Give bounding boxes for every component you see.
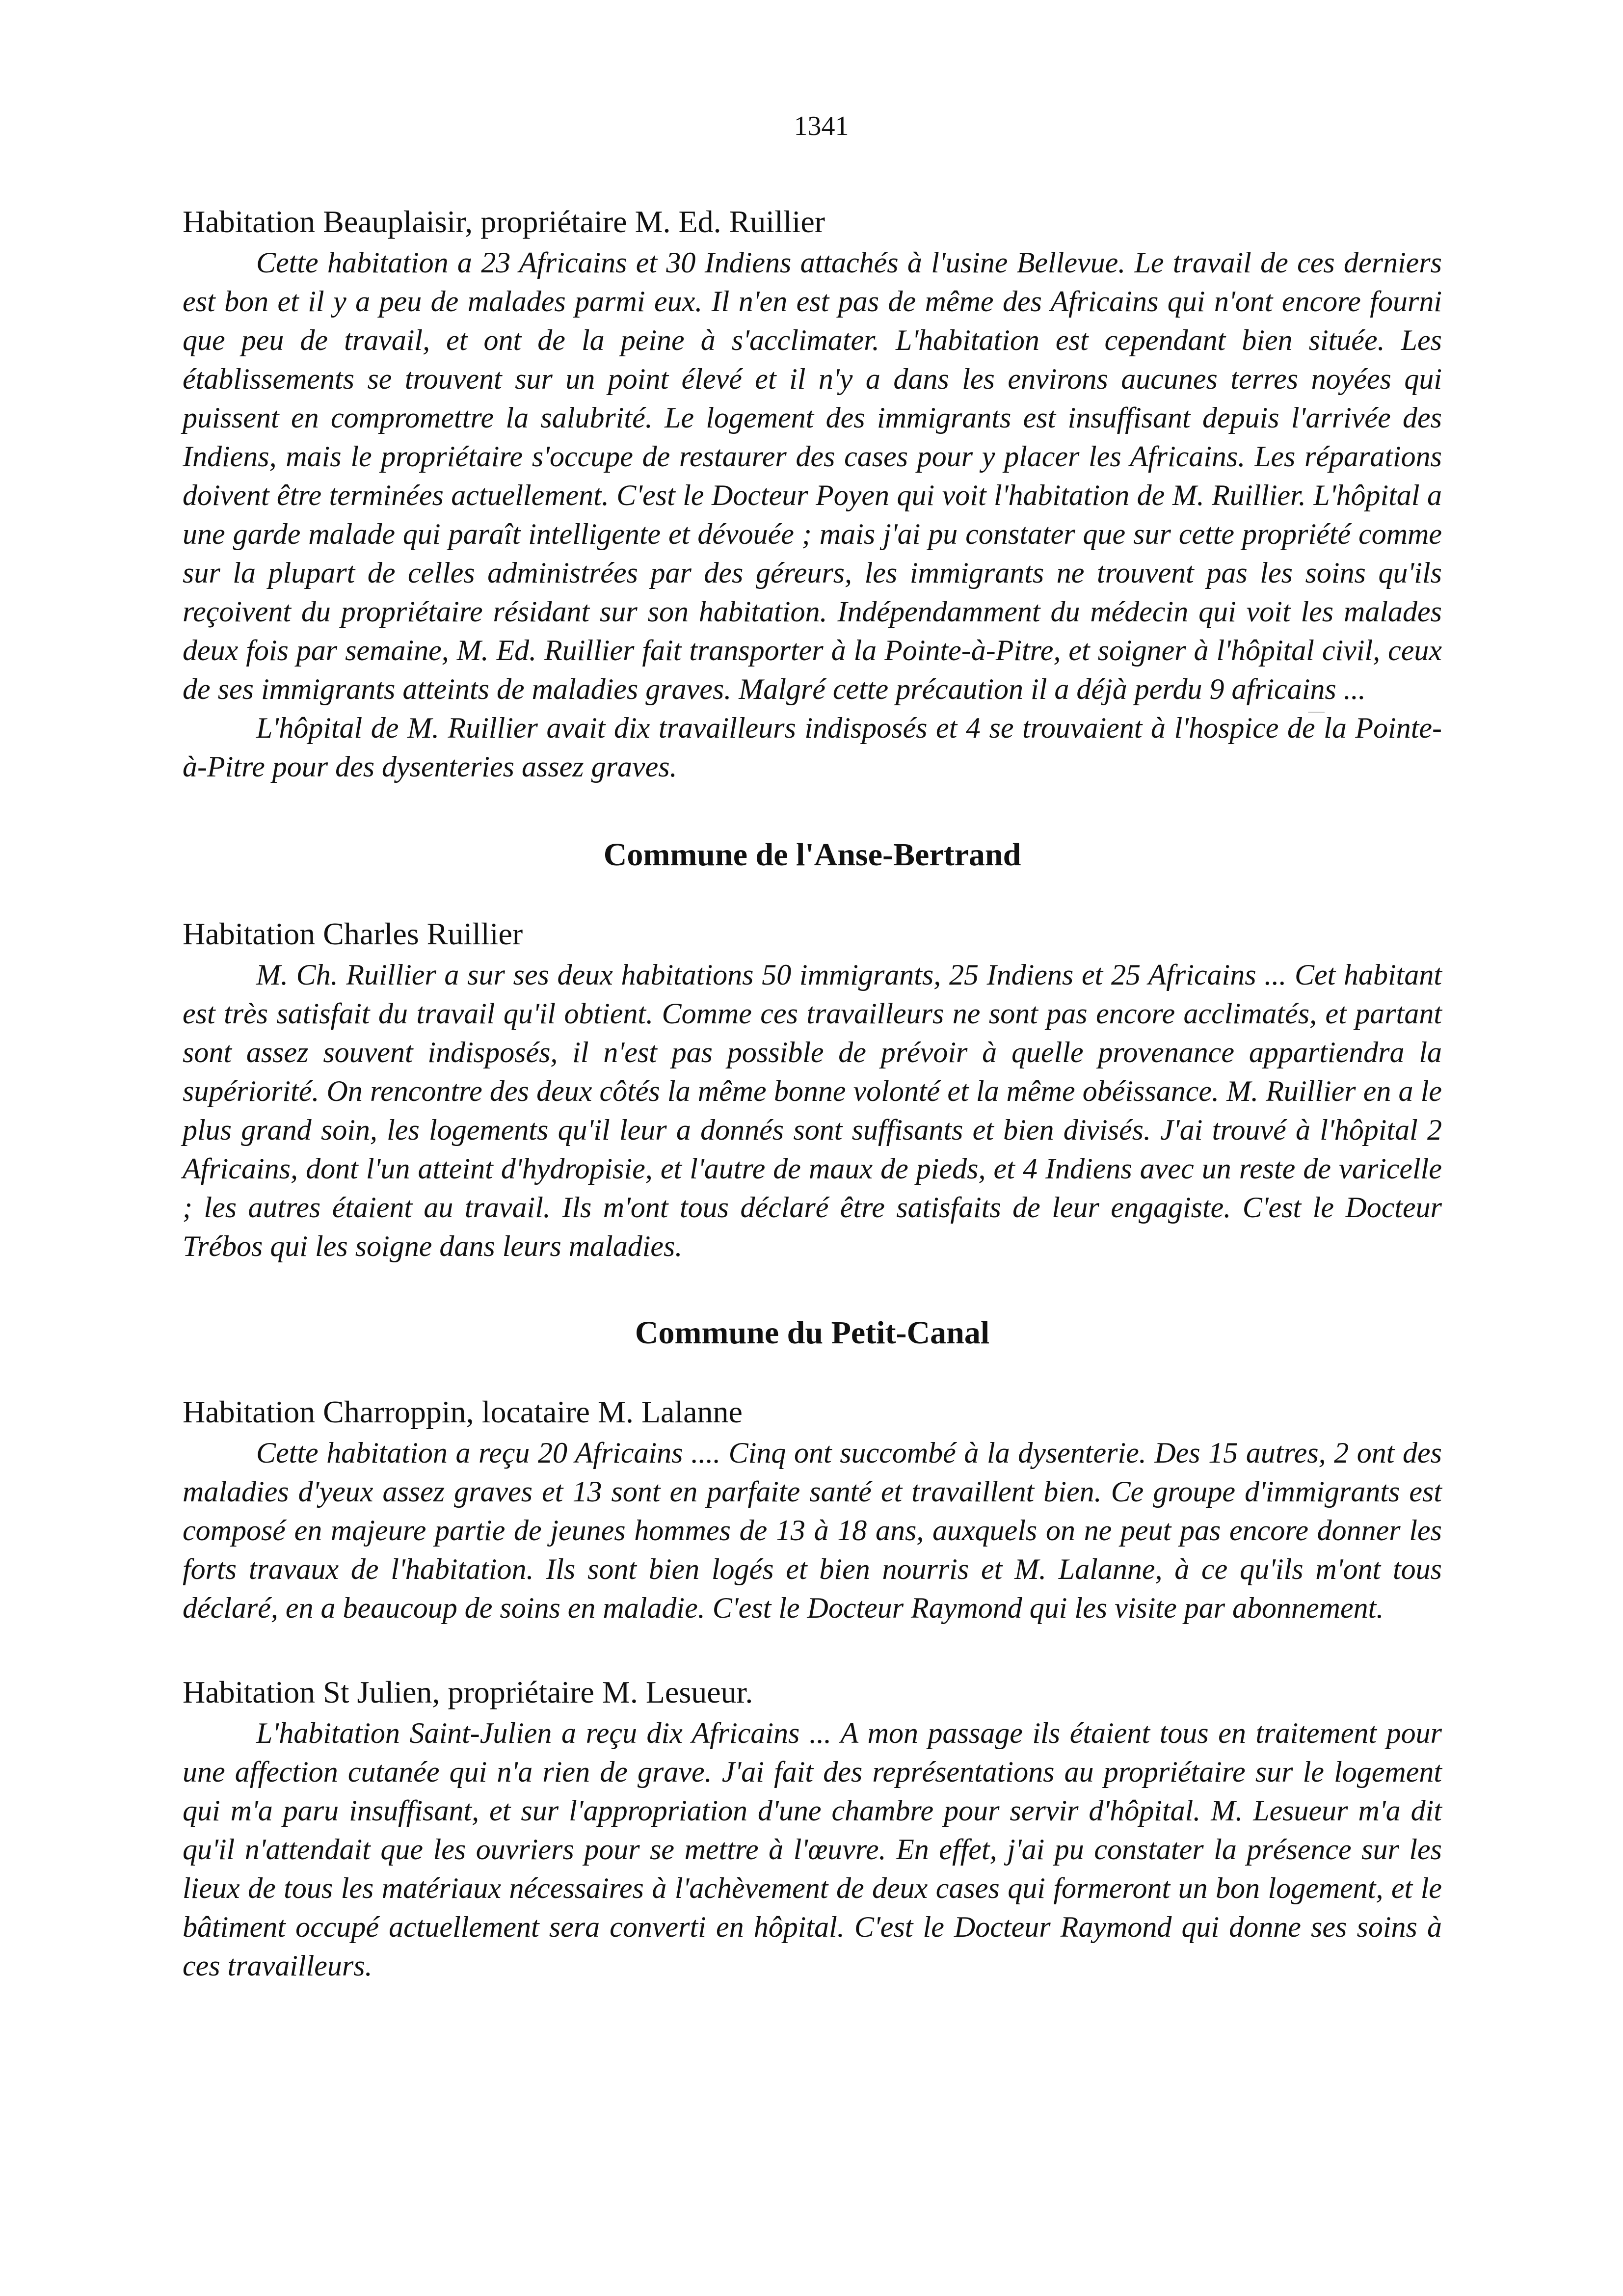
page-content [183,200,1442,1985]
entry-beauplaisir [183,200,1442,786]
entry-paragraph: Cette habitation a reçu 20 Africains .... Cinq ont succombé à la dysenterie. Des 15 autres, 2 ont des maladies d'yeux assez graves et 13 sont en parfaite santé et travaillent bien. Ce groupe d'immigrants est composé en majeure partie de jeunes hommes de 13 à 18 ans, auxquels on ne peut pas encore donner les forts travaux de l'habitation. Ils sont bien logés et bien nourris et M. Lalanne, à ce qu'ils m'ont tous déclaré, en a beaucoup de soins en maladie. C'est le Docteur Raymond qui les visite par abonnement. [183,1437,1442,1624]
entry-charroppin [183,1390,1442,1628]
page-number: 1341 [794,111,849,141]
entry-paragraph: Cette habitation a 23 Africains et 30 Indiens attachés à l'usine Bellevue. Le travail de ces derniers est bon et il y a peu de malades parmi eux. Il n'en est pas de même des Africains qui n'ont encore fourni que peu de travail, et ont de la peine à s'acclimater. L'habitation est cependant bien située. Les établissements se trouvent sur un point élevé et il n'y a dans les environs aucunes terres noyées qui puissent en compromettre la salubrité. Le logement des immigrants est insuffisant depuis l'arrivée des Indiens, mais le propriétaire s'occupe de restaurer des cases pour y placer les Africains. Les réparations doivent être terminées actuellement. C'est le Docteur Poyen qui voit l'habitation de M. Ruillier. L'hôpital a une garde malade qui paraît intelligente et dévouée ; mais j'ai pu constater que sur cette propriété comme sur la plupart de celles administrées par des géreurs, les immigrants ne trouvent pas les soins qu'ils reçoivent du propriétaire résidant sur son habitation. Indépendamment du médecin qui voit les malades deux fois par semaine, M. Ed. Ruillier fait transporter à la Pointe-à-Pitre, et soigner à l'hôpital civil, ceux de ses immigrants atteints de maladies graves. Malgré cette précaution il a déjà perdu 9 africains ... [183,246,1442,705]
section-title-petit-canal: Commune du Petit-Canal [635,1315,990,1351]
entry-paragraph: M. Ch. Ruillier a sur ses deux habitations 50 immigrants, 25 Indiens et 25 Africains ... Cet habitant est très satisfait du travail qu'il obtient. Comme ces travailleurs ne sont pas encore acclimatés, et partant sont assez souvent indisposés, il n'est pas possible de prévoir à quelle provenance appartiendra la supériorité. On rencontre des deux côtés la même bonne volonté et la même obéissance. M. Ruillier en a le plus grand soin, les logements qu'il leur a donnés sont suffisants et bien divisés. J'ai trouvé à l'hôpital 2 Africains, dont l'un atteint d'hydropisie, et l'autre de maux de pieds, et 4 Indiens avec un reste de varicelle ; les autres étaient au travail. Ils m'ont tous déclaré être satisfaits de leur engagiste. C'est le Docteur Trébos qui les soigne dans leurs maladies. [183,959,1442,1262]
entry-heading: Habitation Beauplaisir, propriétaire M. Ed. Ruillier [183,204,825,239]
entry-charles-ruillier [183,912,1442,1266]
entry-heading: Habitation Charles Ruillier [183,916,523,951]
entry-paragraph: L'habitation Saint-Julien a reçu dix Africains ... A mon passage ils étaient tous en traitement pour une affection cutanée qui n'a rien de grave. J'ai fait des représentations au propriétaire sur le logement qui m'a paru insuffisant, et sur l'appropriation d'une chambre pour servir d'hôpital. M. Lesueur m'a dit qu'il n'attendait que les ouvriers pour se mettre à l'œuvre. En effet, j'ai pu constater la présence sur les lieux de tous les matériaux nécessaires à l'achèvement de deux cases qui formeront un bon logement, et le bâtiment occupé actuellement sera converti en hôpital. C'est le Docteur Raymond qui donne ses soins à ces travailleurs. [183,1717,1442,1982]
entry-heading: Habitation Charroppin, locataire M. Lalanne [183,1394,743,1429]
section-title-anse-bertrand: Commune de l'Anse-Bertrand [603,837,1021,873]
entry-heading: Habitation St Julien, propriétaire M. Lesueur. [183,1675,753,1709]
entry-paragraph: L'hôpital de M. Ruillier avait dix travailleurs indisposés et 4 se trouvaient à l'hospice de la Pointe-à-Pitre pour des dysenteries assez graves. [183,712,1442,783]
entry-st-julien [183,1671,1442,1985]
